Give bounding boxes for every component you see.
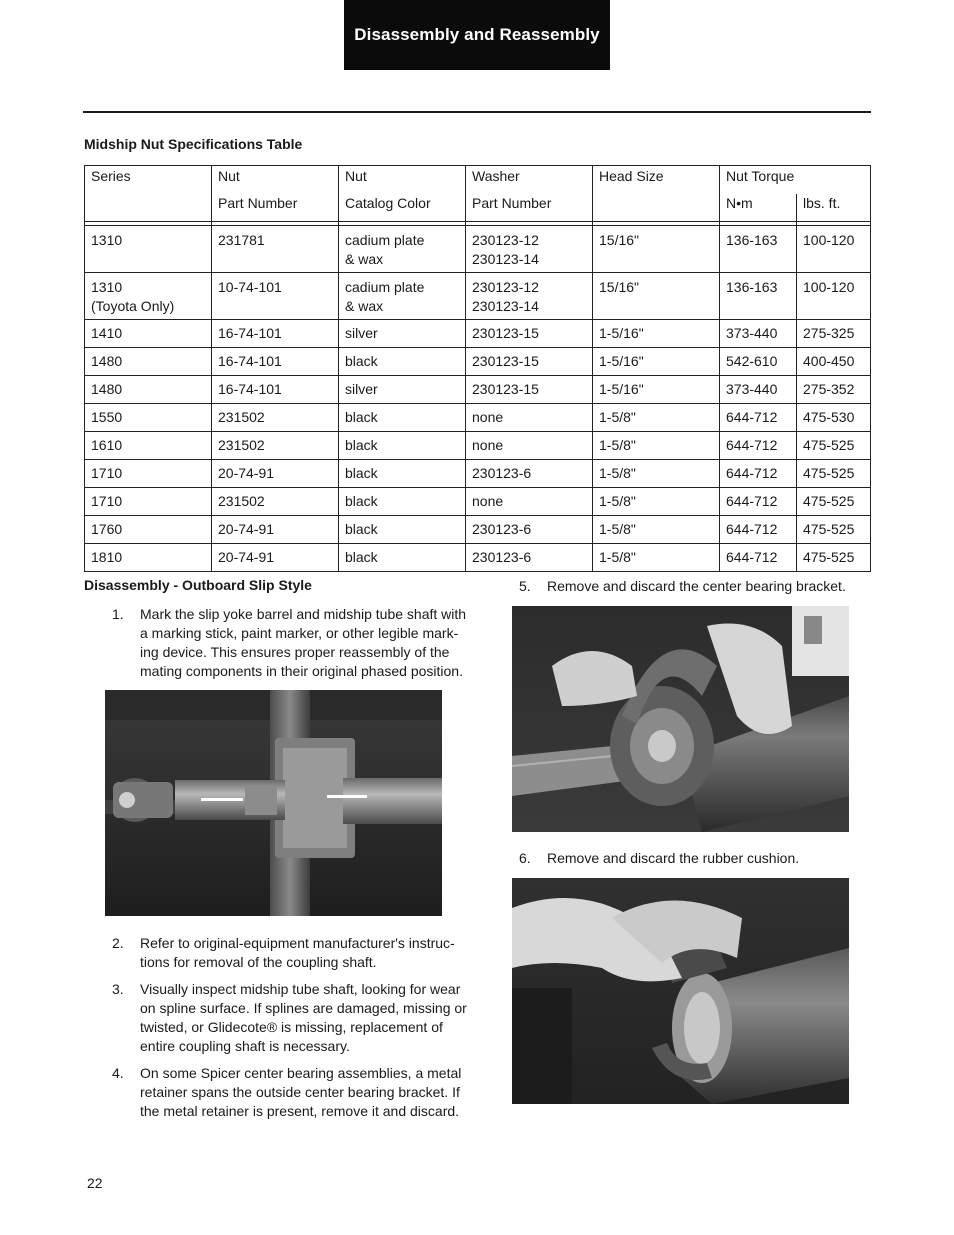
step-line: ing device. This ensures proper reassembly of the [140,644,450,660]
table-cell: 400-450 [797,348,871,376]
table-cell: 644-712 [720,488,797,516]
table-cell: 475-525 [797,432,871,460]
table-cell: 373-440 [720,320,797,348]
table-cell: 1480 [85,376,212,404]
step-line: on spline surface. If splines are damaged, missing or [140,1000,467,1016]
step-1 [112,605,472,681]
table-header-cell: Nut Torque [720,166,871,194]
step-line: retainer spans the outside center bearing bracket. If [140,1084,460,1100]
table-cell: none [466,432,593,460]
table-row [85,320,871,348]
table-cell: 1610 [85,432,212,460]
table-cell: 230123-12 230123-14 [466,273,593,320]
table-cell: 10-74-101 [212,273,339,320]
step-line: a marking stick, paint marker, or other legible mark- [140,625,459,641]
table-header-cell: Catalog Color [339,194,466,222]
table-header-cell [593,194,720,222]
table-cell: 1-5/16" [593,320,720,348]
table-cell: 230123-12 230123-14 [466,226,593,273]
table-cell: 231502 [212,432,339,460]
step-line: mating components in their original phased position. [140,663,463,679]
table-cell: 475-525 [797,460,871,488]
table-cell: 644-712 [720,460,797,488]
step-line: Mark the slip yoke barrel and midship tube shaft with [140,606,467,622]
table-cell: 136-163 [720,226,797,273]
table-cell: 1-5/16" [593,348,720,376]
center-bearing-bracket-photo [512,606,849,832]
table-cell: 230123-15 [466,320,593,348]
section-header-tab [344,0,610,70]
table-header-cell: Part Number [466,194,593,222]
table-cell: 1710 [85,460,212,488]
table-cell: 1480 [85,348,212,376]
table-cell: 1710 [85,488,212,516]
table-cell: 20-74-91 [212,460,339,488]
slip-yoke-marking-photo [105,690,442,916]
table-cell: 136-163 [720,273,797,320]
table-cell: black [339,516,466,544]
table-cell: black [339,432,466,460]
step-4 [112,1064,472,1121]
table-cell: 644-712 [720,432,797,460]
table-cell: cadium plate & wax [339,226,466,273]
table-cell: 100-120 [797,273,871,320]
table-row [85,226,871,273]
table-cell: 230123-15 [466,376,593,404]
table-cell: black [339,460,466,488]
table-cell: 20-74-91 [212,544,339,572]
table-row [85,460,871,488]
table-cell: 20-74-91 [212,516,339,544]
table-cell: 1410 [85,320,212,348]
step-2 [112,934,472,972]
table-cell: 542-610 [720,348,797,376]
table-cell: 231781 [212,226,339,273]
step-line: entire coupling shaft is necessary. [140,1038,350,1054]
table-cell: 16-74-101 [212,348,339,376]
section-title: Disassembly - Outboard Slip Style [84,577,312,593]
table-cell: 1-5/8" [593,516,720,544]
table-cell: 16-74-101 [212,320,339,348]
step-number: 6. [519,850,531,866]
step-line: Visually inspect midship tube shaft, looking for wear [140,981,461,997]
table-row [85,273,871,320]
table-row [85,516,871,544]
table-row [85,544,871,572]
step-line: the metal retainer is present, remove it and discard. [140,1103,460,1119]
table-cell: 475-525 [797,544,871,572]
table-cell: 230123-6 [466,516,593,544]
table-cell: 231502 [212,488,339,516]
table-title: Midship Nut Specifications Table [84,136,303,152]
table-cell: 1-5/8" [593,488,720,516]
rubber-cushion-photo [512,878,849,1104]
table-cell: 1310 (Toyota Only) [85,273,212,320]
table-cell: black [339,488,466,516]
table-cell: 475-525 [797,488,871,516]
section-header-title: Disassembly and Reassembly [354,25,600,44]
table-cell: 644-712 [720,544,797,572]
table-row [85,376,871,404]
table-cell: 1310 [85,226,212,273]
table-header-cell: Series [85,166,212,194]
table-row [85,404,871,432]
table-cell: 1-5/8" [593,460,720,488]
table-cell: 1-5/8" [593,432,720,460]
table-cell: black [339,404,466,432]
table-cell: black [339,348,466,376]
table-cell: 1-5/8" [593,404,720,432]
table-cell: 644-712 [720,404,797,432]
table-header-cell: Nut [339,166,466,194]
step-number: 4. [112,1065,124,1081]
table-header-cell: Washer [466,166,593,194]
table-header-row [85,194,871,222]
step-6 [519,849,869,868]
table-cell: 230123-6 [466,460,593,488]
step-number: 2. [112,935,124,951]
table-header-cell: Nut [212,166,339,194]
table-cell: 644-712 [720,516,797,544]
step-3 [112,980,472,1056]
step-line: Remove and discard the center bearing bracket. [547,578,846,594]
table-cell: 1810 [85,544,212,572]
table-cell: 1-5/8" [593,544,720,572]
table-cell: none [466,404,593,432]
table-cell: 1-5/16" [593,376,720,404]
step-line: Remove and discard the rubber cushion. [547,850,800,866]
step-line: Refer to original-equipment manufacturer's instruc- [140,935,455,951]
table-cell: cadium plate & wax [339,273,466,320]
table-row [85,488,871,516]
table-cell: 231502 [212,404,339,432]
midship-nut-spec-table [84,165,871,572]
step-5 [519,577,869,596]
table-header-cell: N•m [720,194,797,222]
table-row [85,432,871,460]
step-line: On some Spicer center bearing assemblies, a metal [140,1065,462,1081]
step-number: 3. [112,981,124,997]
table-cell: 100-120 [797,226,871,273]
table-cell: none [466,488,593,516]
step-number: 1. [112,606,124,622]
table-header-cell: Part Number [212,194,339,222]
table-row [85,348,871,376]
table-cell: black [339,544,466,572]
table-cell: 1550 [85,404,212,432]
table-cell: 15/16" [593,226,720,273]
table-cell: silver [339,320,466,348]
table-cell: 475-530 [797,404,871,432]
table-header-cell: lbs. ft. [797,194,871,222]
table-cell: 230123-15 [466,348,593,376]
page-number: 22 [87,1175,103,1191]
table-cell: 475-525 [797,516,871,544]
table-cell: 373-440 [720,376,797,404]
table-header-cell: Head Size [593,166,720,194]
table-cell: 230123-6 [466,544,593,572]
table-cell: 1760 [85,516,212,544]
table-cell: 275-325 [797,320,871,348]
step-number: 5. [519,578,531,594]
header-divider [83,111,871,113]
table-cell: 16-74-101 [212,376,339,404]
table-header-cell [85,194,212,222]
step-line: twisted, or Glidecote® is missing, replacement of [140,1019,443,1035]
table-cell: silver [339,376,466,404]
table-header-row [85,166,871,194]
table-cell: 15/16" [593,273,720,320]
step-line: tions for removal of the coupling shaft. [140,954,377,970]
table-cell: 275-352 [797,376,871,404]
